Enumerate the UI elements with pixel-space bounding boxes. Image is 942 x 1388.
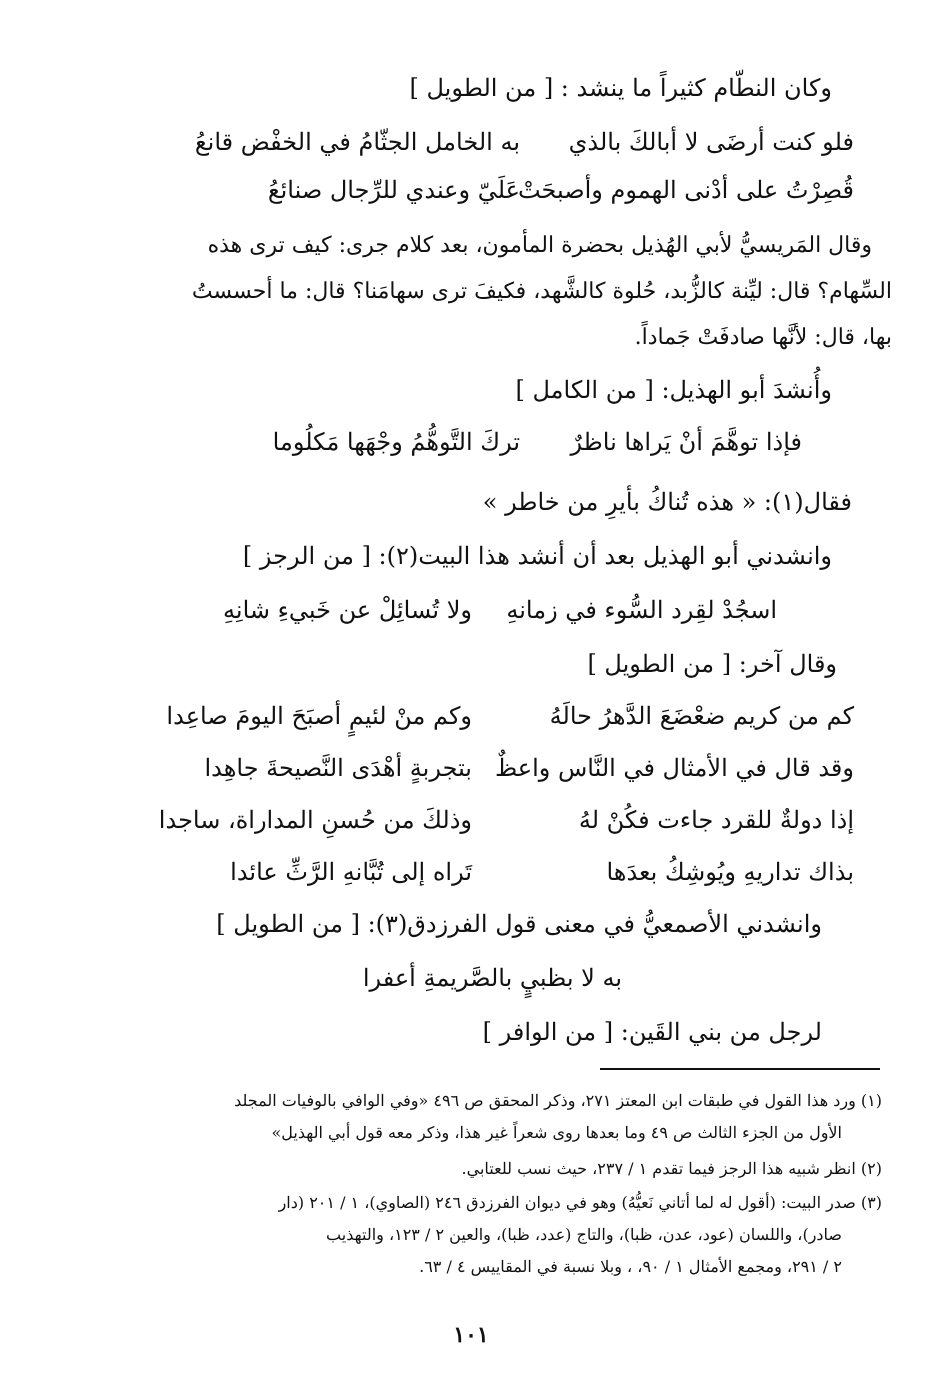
poem-intro: وكان النطّام كثيراً ما ينشد : [ من الطويل ] [409,74,832,102]
poem-intro: وأُنشدَ أبو الهذيل: [ من الكامل ] [515,376,832,404]
verse-first-hemistich: وقد قال في الأمثال في النَّاس واعظٌ [494,754,854,782]
footnote-3-continued: صادر)، واللسان (عود، عدن، ظبا)، والتاج (عدد، ظبا)، والعين ٢ / ١٢٣، والتهذيب [326,1225,842,1244]
verse-single: به لا بظبيٍ بالصَّريمةِ أعفرا [362,964,622,992]
verse-second-hemistich: به الخامل الجثّامُ في الخفْض قانعُ [194,128,520,156]
verse-second-hemistich: وكم منْ لئيمٍ أصبَحَ اليومَ صاعِدا [166,702,472,730]
verse-second-hemistich: تركَ التَّوهُّمُ وجْهَها مَكلُوما [272,428,520,456]
prose-line: وقال المَريسيُّ لأبي الهُذيل بحضرة المأمون، بعد كلام جرى: كيف ترى هذه [207,233,872,258]
verse-first-hemistich: اسجُدْ لقِرد السُّوء في زمانهِ [506,596,777,624]
verse-second-hemistich: بتجربةٍ أهْدَى النَّصيحةَ جاهِدا [204,754,472,782]
verse-first-hemistich: بذاك تداريهِ ويُوشِكُ بعدَها [606,858,854,886]
verse-second-hemistich: ولا تُسائِلْ عن خَبيءِ شانِهِ [223,596,472,624]
quote-line: فقال(١): « هذه تُناكُ بأيرِ من خاطر » [482,488,852,516]
footnote-1: (١) ورد هذا القول في طبقات ابن المعتز ٢٧١، وذكر المحقق ص ٤٩٦ «وفي الوافي بالوفيات المجلد [234,1091,882,1110]
verse-first-hemistich: فلو كنت أرضَى لا أبالكَ بالذي [568,128,854,156]
footnote-1-continued: الأول من الجزء الثالث ص ٤٩ وما بعدها روى شعراً غير هذا، وذكر معه قول أبي الهذيل» [271,1123,842,1142]
poem-intro: وقال آخر: [ من الطويل ] [587,650,837,678]
verse-first-hemistich: قُصِرْتُ على أدْنى الهموم وأصبحَتْ [517,176,854,204]
verse-first-hemistich: إذا دولةٌ للقرد جاءت فكُنْ لهُ [578,806,854,834]
poem-intro: وانشدني أبو الهذيل بعد أن أنشد هذا البيت(٢): [ من الرجز ] [242,542,832,570]
verse-second-hemistich: تَراه إلى تُبَّانهِ الرَّثِّ عائدا [230,858,472,886]
poem-intro: وانشدني الأصمعيُّ في معنى قول الفرزدق(٣): [ من الطويل ] [216,910,822,938]
poem-intro: لرجل من بني القَين: [ من الوافر ] [482,1018,822,1046]
prose-line: بها، قال: لأنَّها صادفَتْ جَماداً. [634,325,892,350]
page-number: ١٠١ [453,1322,489,1348]
prose-line: السِّهام؟ قال: ليِّنة كالزُّبد، حُلوة كالشَّهد، فكيفَ ترى سهامَنا؟ قال: ما أحسستُ [191,279,892,304]
verse-second-hemistich: وذلكَ من حُسنِ المداراة، ساجدا [158,806,472,834]
footnote-2: (٢) انظر شبيه هذا الرجز فيما تقدم ١ / ٢٣٧، حيث نسب للعتابي. [461,1159,882,1178]
footnote-3-continued: ٢ / ٢٩١، ومجمع الأمثال ١ / ٩٠، ، وبلا نسبة في المقاييس ٤ / ٦٣. [419,1257,842,1276]
verse-first-hemistich: فإذا توهَّمَ أنْ يَراها ناظرٌ [570,428,802,456]
verse-first-hemistich: كم من كريم ضعْضَعَ الدَّهرُ حالَهُ [549,702,854,730]
footnote-separator [600,1068,880,1070]
verse-second-hemistich: عَلَيّ وعندي للرِّجال صنائعُ [267,176,520,204]
footnote-3: (٣) صدر البيت: (أقول له لما أتاني نَعيُّهُ) وهو في ديوان الفرزدق ٢٤٦ (الصاوي)، ١ / ٢٠١ (دار [278,1193,882,1212]
